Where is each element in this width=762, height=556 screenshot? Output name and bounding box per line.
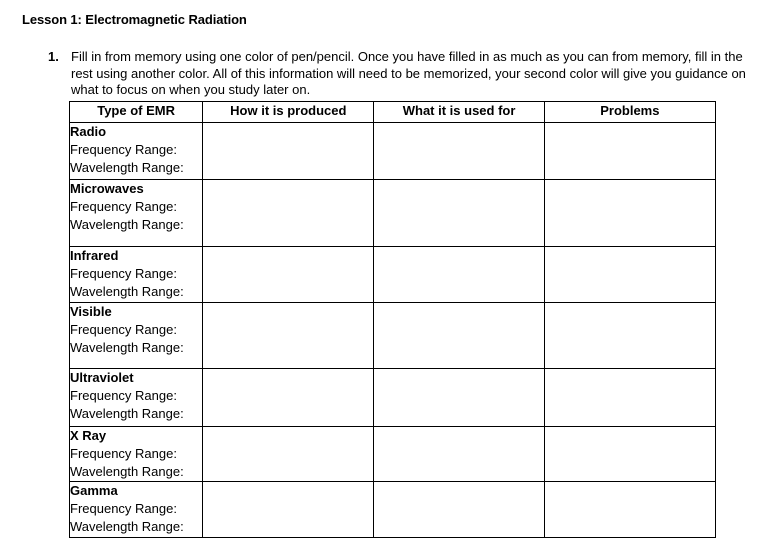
emr-name-gamma: Gamma <box>70 483 118 498</box>
used-for-cell[interactable] <box>374 303 544 369</box>
produced-cell[interactable] <box>203 180 374 247</box>
problems-cell[interactable] <box>544 303 715 369</box>
produced-cell[interactable] <box>203 427 374 482</box>
emr-type-cell <box>70 369 203 427</box>
problems-cell[interactable] <box>544 247 715 303</box>
problems-cell[interactable] <box>544 427 715 482</box>
problems-cell[interactable] <box>544 482 715 538</box>
emr-type-cell <box>70 427 203 482</box>
table-row <box>70 369 716 427</box>
wavelength-range-label: Wavelength Range: <box>70 217 184 232</box>
emr-type-cell <box>70 482 203 538</box>
wavelength-range-label: Wavelength Range: <box>70 284 184 299</box>
table-row <box>70 303 716 369</box>
frequency-range-label: Frequency Range: <box>70 501 177 516</box>
used-for-cell[interactable] <box>374 482 544 538</box>
emr-table <box>69 101 716 538</box>
used-for-cell[interactable] <box>374 180 544 247</box>
emr-name-ultraviolet: Ultraviolet <box>70 370 134 385</box>
wavelength-range-label: Wavelength Range: <box>70 464 184 479</box>
used-for-cell[interactable] <box>374 369 544 427</box>
produced-cell[interactable] <box>203 303 374 369</box>
used-for-cell[interactable] <box>374 123 544 180</box>
emr-type-cell <box>70 180 203 247</box>
emr-type-cell <box>70 123 203 180</box>
table-row <box>70 482 716 538</box>
frequency-range-label: Frequency Range: <box>70 266 177 281</box>
frequency-range-label: Frequency Range: <box>70 199 177 214</box>
emr-type-cell <box>70 247 203 303</box>
problems-cell[interactable] <box>544 123 715 180</box>
emr-name-x-ray: X Ray <box>70 428 107 443</box>
problems-cell[interactable] <box>544 369 715 427</box>
emr-name-visible: Visible <box>70 304 112 319</box>
table-row <box>70 123 716 180</box>
used-for-cell[interactable] <box>374 247 544 303</box>
header-problems: Problems <box>544 102 715 123</box>
frequency-range-label: Frequency Range: <box>70 446 177 461</box>
header-type-of-emr: Type of EMR <box>70 102 203 123</box>
question-number: 1. <box>48 49 59 64</box>
table-row <box>70 427 716 482</box>
table-header-row <box>70 102 716 123</box>
lesson-title: Lesson 1: Electromagnetic Radiation <box>22 12 247 27</box>
emr-name-radio: Radio <box>70 124 107 139</box>
frequency-range-label: Frequency Range: <box>70 322 177 337</box>
produced-cell[interactable] <box>203 123 374 180</box>
emr-name-microwaves: Microwaves <box>70 181 144 196</box>
header-how-produced: How it is produced <box>203 102 374 123</box>
header-used-for: What it is used for <box>374 102 544 123</box>
frequency-range-label: Frequency Range: <box>70 142 177 157</box>
table-row <box>70 180 716 247</box>
wavelength-range-label: Wavelength Range: <box>70 340 184 355</box>
frequency-range-label: Frequency Range: <box>70 388 177 403</box>
produced-cell[interactable] <box>203 482 374 538</box>
question-text: Fill in from memory using one color of pen/pencil. Once you have filled in as much as you can from memory, fill in the rest using another color. All of this information will need to be memorized, your second color will give you guidance on what to focus on when you study later on. <box>71 49 746 97</box>
wavelength-range-label: Wavelength Range: <box>70 519 184 534</box>
produced-cell[interactable] <box>203 247 374 303</box>
table-row <box>70 247 716 303</box>
emr-name-infrared: Infrared <box>70 248 119 263</box>
wavelength-range-label: Wavelength Range: <box>70 160 184 175</box>
used-for-cell[interactable] <box>374 427 544 482</box>
problems-cell[interactable] <box>544 180 715 247</box>
wavelength-range-label: Wavelength Range: <box>70 406 184 421</box>
emr-type-cell <box>70 303 203 369</box>
produced-cell[interactable] <box>203 369 374 427</box>
